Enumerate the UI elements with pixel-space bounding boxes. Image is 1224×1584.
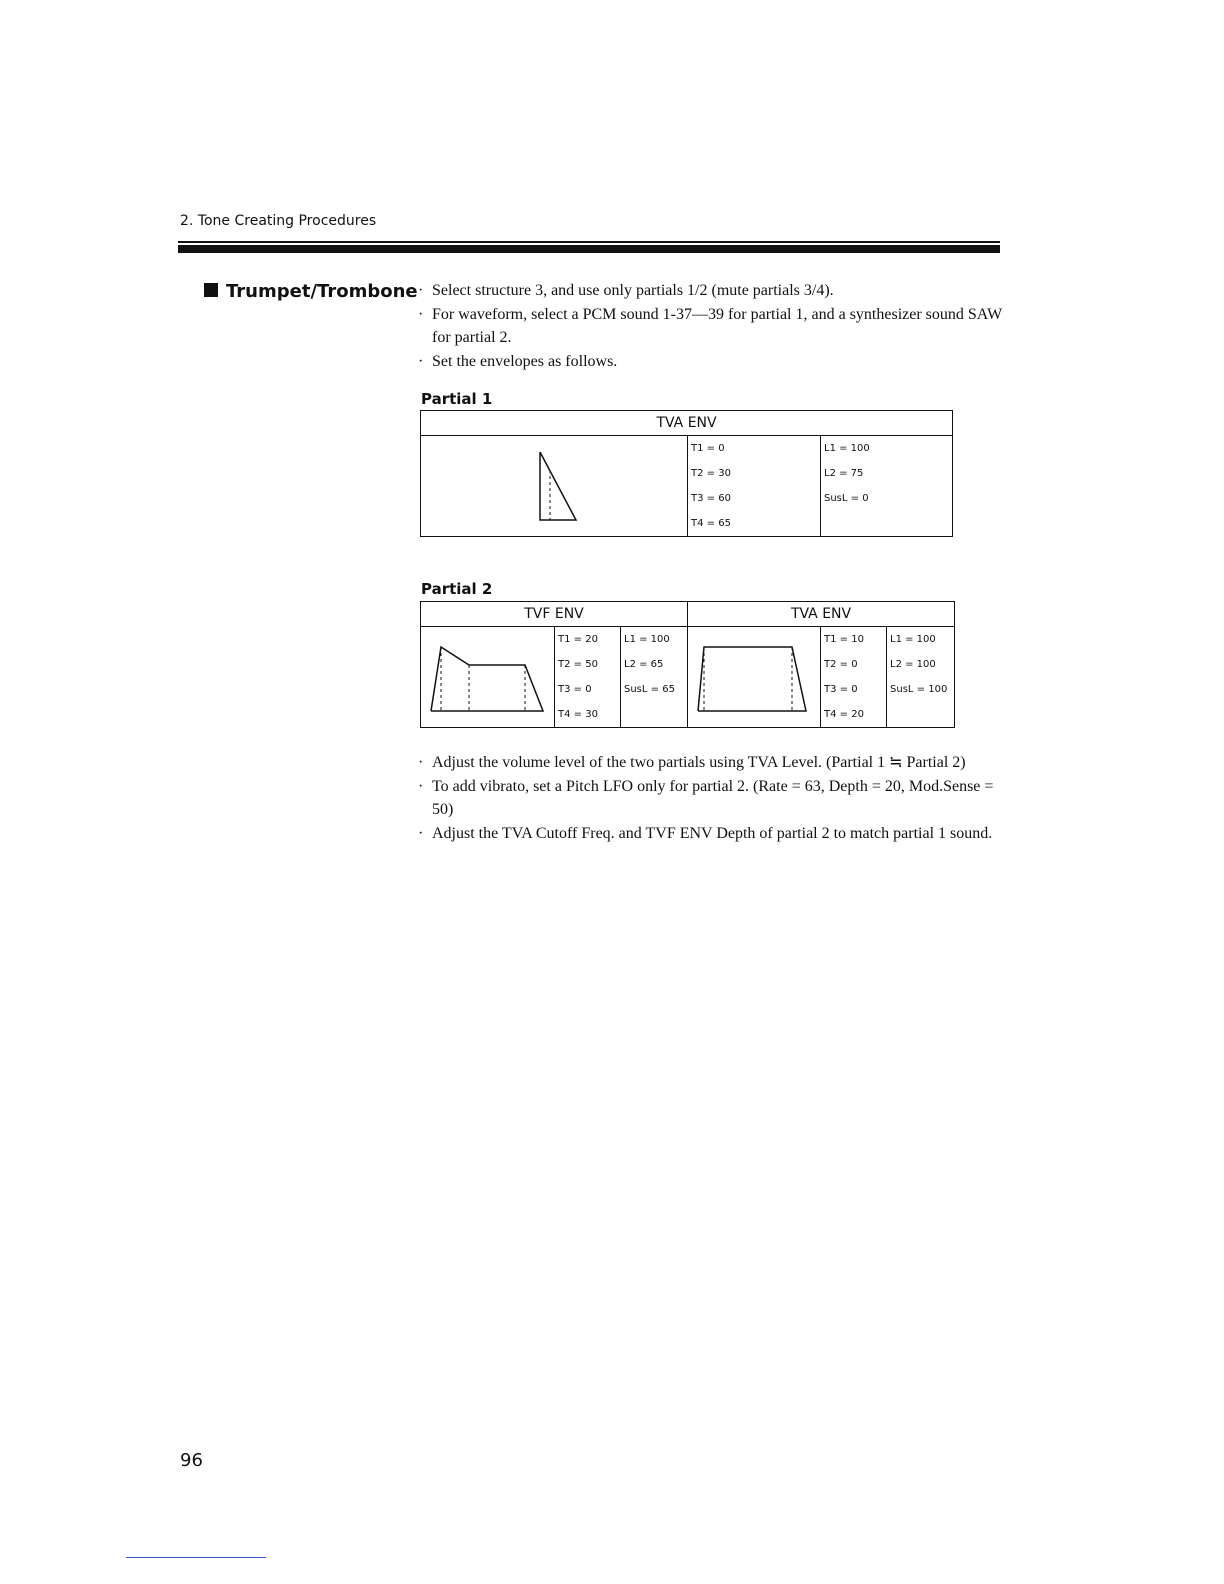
table-title: TVA ENV (688, 602, 955, 627)
param-cell: T1 = 0 (688, 436, 821, 462)
header-rule-thick (178, 245, 1000, 253)
list-item: · Select structure 3, and use only partials 1/2 (mute partials 3/4). (418, 282, 834, 299)
param-cell: L1 = 100 (821, 436, 953, 462)
table-title: TVA ENV (421, 411, 953, 436)
envelope-graph-cell (421, 436, 688, 537)
param-cell: T2 = 30 (688, 461, 821, 486)
param-cell: T4 = 20 (821, 702, 887, 728)
param-cell: T1 = 20 (555, 627, 621, 653)
tva-envelope-graph (421, 436, 686, 536)
param-cell: T1 = 10 (821, 627, 887, 653)
envelope-graph-cell (421, 627, 555, 728)
param-cell: L2 = 75 (821, 461, 953, 486)
list-item: · To add vibrato, set a Pitch LFO only for partial 2. (Rate = 63, Depth = 20, Mod.Sense = 50) (418, 777, 994, 818)
list-item: · Adjust the volume level of the two partials using TVA Level. (Partial 1 ≒ Partial 2) (418, 754, 966, 771)
param-cell: T3 = 60 (688, 486, 821, 511)
table-title: TVF ENV (421, 602, 688, 627)
section-title (204, 281, 418, 302)
running-header: 2. Tone Creating Procedures (180, 213, 377, 229)
param-cell: L1 = 100 (887, 627, 955, 653)
partial2-env-table (420, 601, 955, 728)
param-cell: T2 = 0 (821, 652, 887, 677)
param-cell: T3 = 0 (555, 677, 621, 702)
param-cell: SusL = 65 (621, 677, 688, 702)
partial1-tva-table (420, 410, 953, 537)
tvf-envelope-graph (421, 627, 553, 727)
page-number: 96 (180, 1450, 203, 1471)
param-cell: L2 = 65 (621, 652, 688, 677)
param-cell: T2 = 50 (555, 652, 621, 677)
square-bullet-icon (204, 283, 218, 297)
param-cell (621, 702, 688, 728)
param-cell: T4 = 30 (555, 702, 621, 728)
param-cell: L1 = 100 (621, 627, 688, 653)
header-rule-thin (178, 241, 1000, 243)
instructions-list-top (418, 279, 1003, 373)
envelope-graph-cell (688, 627, 821, 728)
param-cell: SusL = 0 (821, 486, 953, 511)
list-item: · Set the envelopes as follows. (418, 352, 618, 370)
param-cell: T4 = 65 (688, 511, 821, 537)
list-item: · For waveform, select a PCM sound 1-37—39 for partial 1, and a synthesizer sound SAW for partial 2. (418, 305, 1002, 346)
partial2-label: Partial 2 (421, 580, 493, 598)
param-cell (821, 511, 953, 537)
list-item: · Adjust the TVA Cutoff Freq. and TVF ENV Depth of partial 2 to match partial 1 sound. (418, 824, 993, 842)
param-cell: SusL = 100 (887, 677, 955, 702)
param-cell: L2 = 100 (887, 652, 955, 677)
instructions-list-bottom (418, 751, 1003, 845)
param-cell (887, 702, 955, 728)
tva-envelope-graph (688, 627, 819, 727)
footer-rule (126, 1557, 266, 1558)
section-title-text: Trumpet/Trombone (226, 281, 418, 302)
partial1-label: Partial 1 (421, 390, 493, 408)
param-cell: T3 = 0 (821, 677, 887, 702)
